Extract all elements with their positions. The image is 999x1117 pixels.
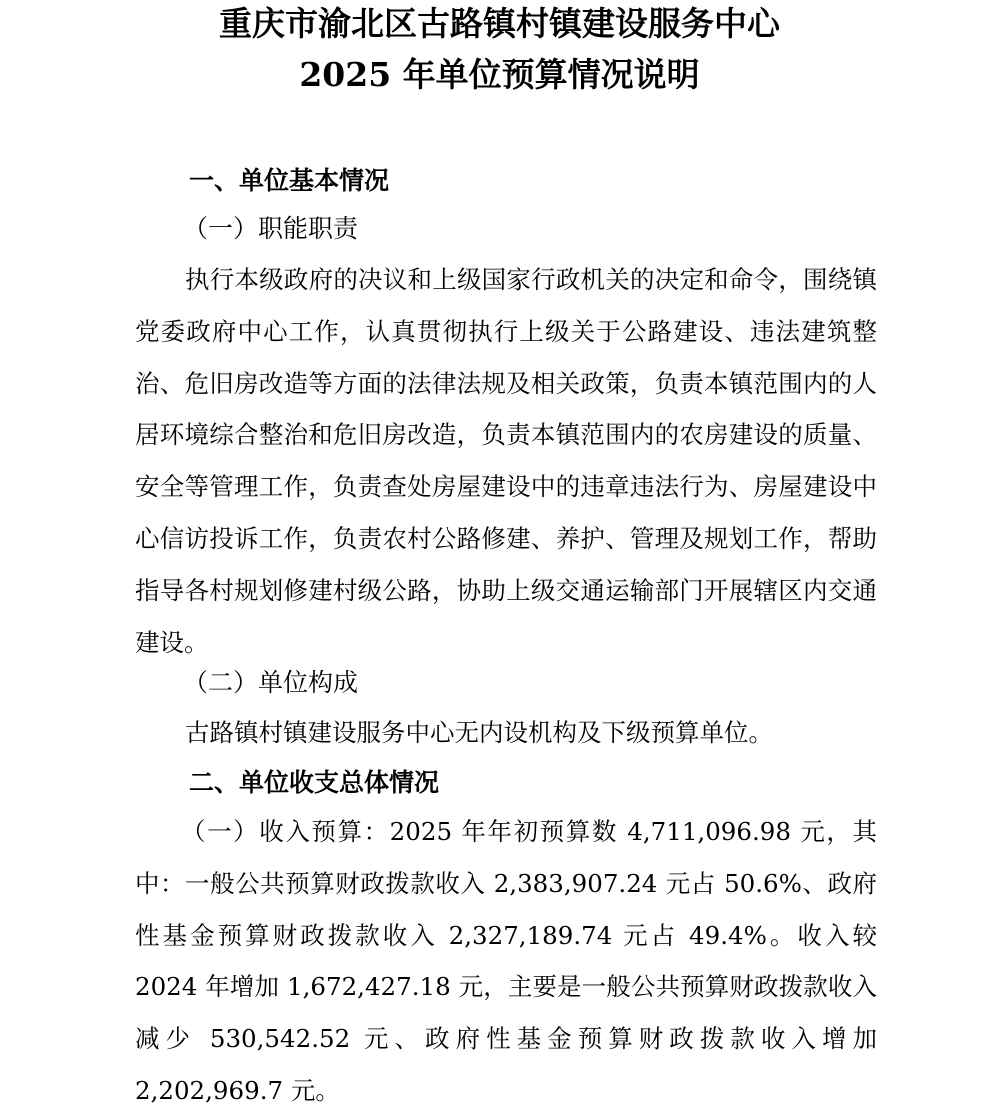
document-title-line1: 重庆市渝北区古路镇村镇建设服务中心 bbox=[219, 4, 780, 43]
section1-sub2-text: 古路镇村镇建设服务中心无内设机构及下级预算单位。 bbox=[185, 718, 773, 747]
section2-heading: 二、单位收支总体情况 bbox=[189, 768, 440, 797]
section1-sub2-heading: （二）单位构成 bbox=[183, 668, 359, 697]
section1-sub1-heading: （一）职能职责 bbox=[183, 214, 359, 243]
section1-heading: 一、单位基本情况 bbox=[189, 166, 390, 195]
document-title-line2: 2025 年单位预算情况说明 bbox=[299, 55, 700, 94]
section2-sub1-text: （一）收入预算：2025 年年初预算数 4,711,096.98 元，其中：一般公共预算财政拨款收入 2,383,907.24 元占 50.6%、政府性基金预算财政拨款收入 2,327,189.74 元占 49.4%。收入较 2024 年增加 1,672,427.18 元，主要是一般公共预算财政拨款收入减少 530,542.52 元、政府性基金预算财政拨款收入增加 2,202,969.7 元。 bbox=[135, 817, 877, 1105]
section1-sub1-text: 执行本级政府的决议和上级国家行政机关的决定和命令，围绕镇党委政府中心工作，认真贯彻执行上级关于公路建设、违法建筑整治、危旧房改造等方面的法律法规及相关政策，负责本镇范围内的人居环境综合整治和危旧房改造，负责本镇范围内的农房建设的质量、安全等管理工作，负责查处房屋建设中的违章违法行为、房屋建设中心信访投诉工作，负责农村公路修建、养护、管理及规划工作，帮助指导各村规划修建村级公路，协助上级交通运输部门开展辖区内交通建设。 bbox=[135, 265, 877, 657]
